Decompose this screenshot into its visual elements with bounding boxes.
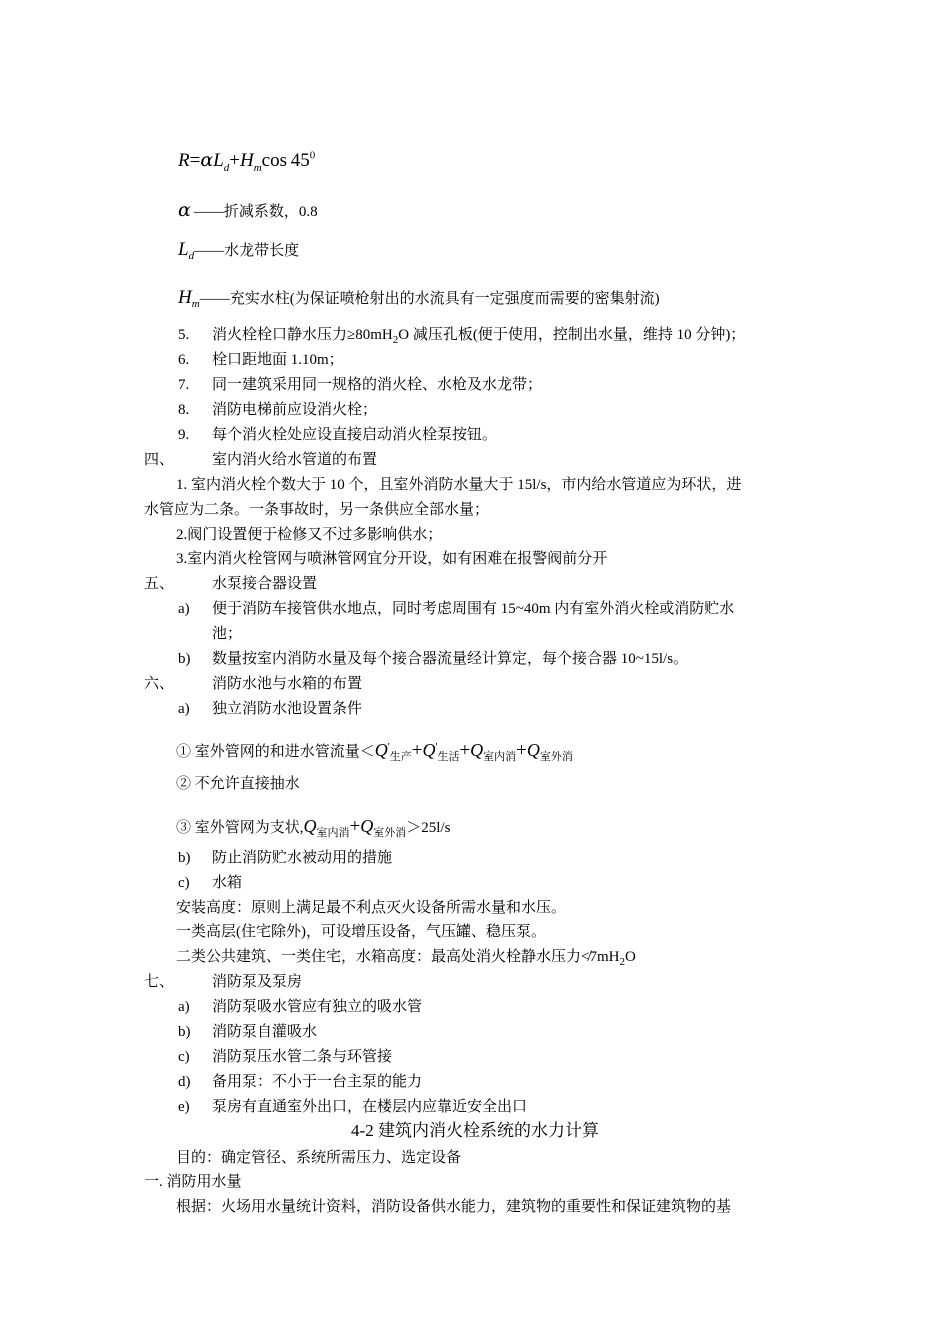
list-item-text: 同一建筑采用同一规格的消火栓、水枪及水龙带； <box>212 377 543 393</box>
flow-q-symbol: Q <box>470 740 484 760</box>
list-item <box>178 873 242 893</box>
flow-q-symbol: Q <box>422 740 436 760</box>
list-item-text: 水箱 <box>212 875 243 891</box>
list-item <box>178 1072 422 1092</box>
list-item <box>178 848 392 868</box>
list-item <box>178 325 745 345</box>
def-alpha-symbol: α <box>178 199 191 221</box>
list-item-number: b) <box>178 651 191 667</box>
list-item-text: 防止消防贮水被动用的措施 <box>212 850 393 866</box>
paragraph-text-tail: O <box>624 949 636 965</box>
def-h <box>178 288 660 309</box>
list-item-text: 便于消防车接管供水地点，同时考虑周围有 15~40m 内有室外消火栓或消防贮水 <box>212 601 735 617</box>
section-number: 七、 <box>144 974 175 990</box>
paragraph-line: 2.阀门设置便于检修又不过多影响供水； <box>176 527 443 543</box>
list-item <box>178 599 734 619</box>
formula-cos: cos <box>261 150 287 171</box>
list-item-text: 消火栓栓口静水压力≥80mH <box>212 327 393 343</box>
sub-living: 生活 <box>437 751 460 763</box>
formula-symbol-h: H <box>239 150 254 171</box>
condition-3 <box>176 816 450 838</box>
section-title: 消防水池与水箱的布置 <box>212 676 363 692</box>
condition-tail: ＞25l/s <box>406 820 451 836</box>
paragraph-text: 二类公共建筑、一类住宅，水箱高度：最高处消火栓静水压力≮7mH <box>176 949 620 965</box>
paragraph-line: 根据：火场用水量统计资料，消防设备供水能力，建筑物的重要性和保证建筑物的基 <box>176 1199 732 1215</box>
formula-equals: = <box>189 150 201 171</box>
list-item-number: d) <box>178 1074 191 1090</box>
paragraph-line: 1. 室内消火栓个数大于 10 个，且室外消防水量大于 15l/s，市内给水管道应为环状，进 <box>176 477 742 493</box>
formula-symbol-alpha: α <box>200 149 214 171</box>
plus-sign: + <box>459 740 471 761</box>
list-item-number: 9. <box>178 427 190 443</box>
list-item-text: 消防泵自灌吸水 <box>212 1024 318 1040</box>
chapter-heading: 4-2 建筑内消火栓系统的水力计算 <box>351 1121 599 1140</box>
list-item-number: a) <box>178 701 190 717</box>
list-item <box>178 350 344 370</box>
paragraph-line: 水管应为二条。一条事故时，另一条供应全部水量； <box>144 502 490 518</box>
subscript-2: 2 <box>619 956 625 968</box>
def-h-text: ——充实水柱(为保证喷枪射出的水流具有一定强度而需要的密集射流) <box>199 291 660 307</box>
flow-q-symbol: Q <box>303 816 317 836</box>
section-heading-6 <box>144 674 362 694</box>
flow-q-symbol: Q <box>360 816 374 836</box>
list-item-number: 5. <box>178 327 190 343</box>
condition-1 <box>176 740 573 762</box>
def-alpha <box>178 200 318 222</box>
formula-angle: 45 <box>290 150 310 171</box>
section-number: 四、 <box>144 452 175 468</box>
plus-sign: + <box>411 740 423 761</box>
section-number: 六、 <box>144 676 175 692</box>
def-l-text: ——水龙带长度 <box>194 243 300 259</box>
def-l-sub: d <box>188 250 195 262</box>
sub-outdoor: 室外消 <box>539 751 573 763</box>
flow-q-symbol: Q <box>374 740 388 760</box>
list-item-continuation: 池； <box>212 626 243 642</box>
list-item-text-tail: O 减压孔板(便于使用，控制出水量，维持 10 分钟)； <box>398 327 746 343</box>
paragraph-line <box>176 947 636 967</box>
list-item-number: a) <box>178 999 190 1015</box>
def-h-symbol: H <box>178 287 192 308</box>
sub-outdoor: 室外消 <box>373 827 407 839</box>
list-item-text: 独立消防水池设置条件 <box>212 701 363 717</box>
list-item <box>178 1097 527 1117</box>
list-item <box>178 699 362 719</box>
def-alpha-text: ——折减系数，0.8 <box>193 204 318 220</box>
list-item-number: b) <box>178 1024 191 1040</box>
prime-mark: ' <box>387 741 390 753</box>
list-item-number: c) <box>178 1049 190 1065</box>
flow-q-symbol: Q <box>526 740 540 760</box>
list-item-text: 泵房有直通室外出口，在楼层内应靠近安全出口 <box>212 1099 528 1115</box>
list-item-text: 备用泵：不小于一台主泵的能力 <box>212 1074 423 1090</box>
def-l-symbol: L <box>178 239 189 260</box>
prime-mark: ' <box>435 741 438 753</box>
list-item <box>178 1047 392 1067</box>
subscript-2: 2 <box>392 334 399 346</box>
list-item-text: 消防电梯前应设消火栓； <box>212 402 378 418</box>
section-heading-1: 一. 消防用水量 <box>144 1174 242 1190</box>
sub-indoor: 室内消 <box>483 751 517 763</box>
list-item-number: a) <box>178 601 190 617</box>
paragraph-line: 安装高度：原则上满足最不利点灭火设备所需水量和水压。 <box>176 900 567 916</box>
formula-sub-d: d <box>223 161 230 174</box>
condition-text: ③ 室外管网为支状, <box>176 820 304 836</box>
list-item-number: b) <box>178 850 191 866</box>
paragraph-line: 一类高层(住宅除外)，可设增压设备，气压罐、稳压泵。 <box>176 924 546 940</box>
plus-sign: + <box>349 816 361 837</box>
formula-symbol-l: L <box>213 150 224 171</box>
range-formula <box>178 149 316 174</box>
sub-production: 生产 <box>389 751 412 763</box>
list-item <box>178 425 497 445</box>
list-item-text: 每个消火栓处应设直接启动消火栓泵按钮。 <box>212 427 498 443</box>
condition-text: ① 室外管网的和进水管流量＜ <box>176 744 375 760</box>
sub-indoor: 室内消 <box>316 827 350 839</box>
condition-2: ② 不允许直接抽水 <box>176 776 300 792</box>
section-heading-4 <box>144 450 377 470</box>
paragraph-line: 3.室内消火栓管网与喷淋管网宜分开设，如有困难在报警阀前分开 <box>176 551 608 567</box>
section-number: 五、 <box>144 576 175 592</box>
section-heading-5 <box>144 574 317 594</box>
list-item <box>178 997 422 1017</box>
formula-degree: 0 <box>309 149 316 162</box>
def-h-sub: m <box>191 298 200 310</box>
plus-sign: + <box>516 740 527 761</box>
formula-symbol-r: R <box>178 150 190 171</box>
list-item-text: 消防泵吸水管应有独立的吸水管 <box>212 999 423 1015</box>
list-item-number: 8. <box>178 402 190 418</box>
section-title: 水泵接合器设置 <box>212 576 318 592</box>
list-item-number: c) <box>178 875 190 891</box>
list-item <box>178 649 688 669</box>
section-title: 消防泵及泵房 <box>212 974 303 990</box>
list-item <box>178 400 377 420</box>
list-item-text: 栓口距地面 1.10m； <box>212 352 344 368</box>
list-item-number: 6. <box>178 352 190 368</box>
section-title: 室内消火给水管道的布置 <box>212 452 378 468</box>
formula-plus: + <box>229 150 240 171</box>
formula-sub-m: m <box>253 161 262 174</box>
list-item-number: 7. <box>178 377 190 393</box>
section-heading-7 <box>144 972 302 992</box>
list-item <box>178 1022 317 1042</box>
list-item-text: 消防泵压水管二条与环管接 <box>212 1049 393 1065</box>
list-item-text: 数量按室内消防水量及每个接合器流量经计算定，每个接合器 10~15l/s。 <box>212 651 689 667</box>
list-item-number: e) <box>178 1099 190 1115</box>
purpose-line: 目的：确定管径、系统所需压力、选定设备 <box>176 1150 462 1166</box>
def-l <box>178 240 299 261</box>
list-item <box>178 375 542 395</box>
